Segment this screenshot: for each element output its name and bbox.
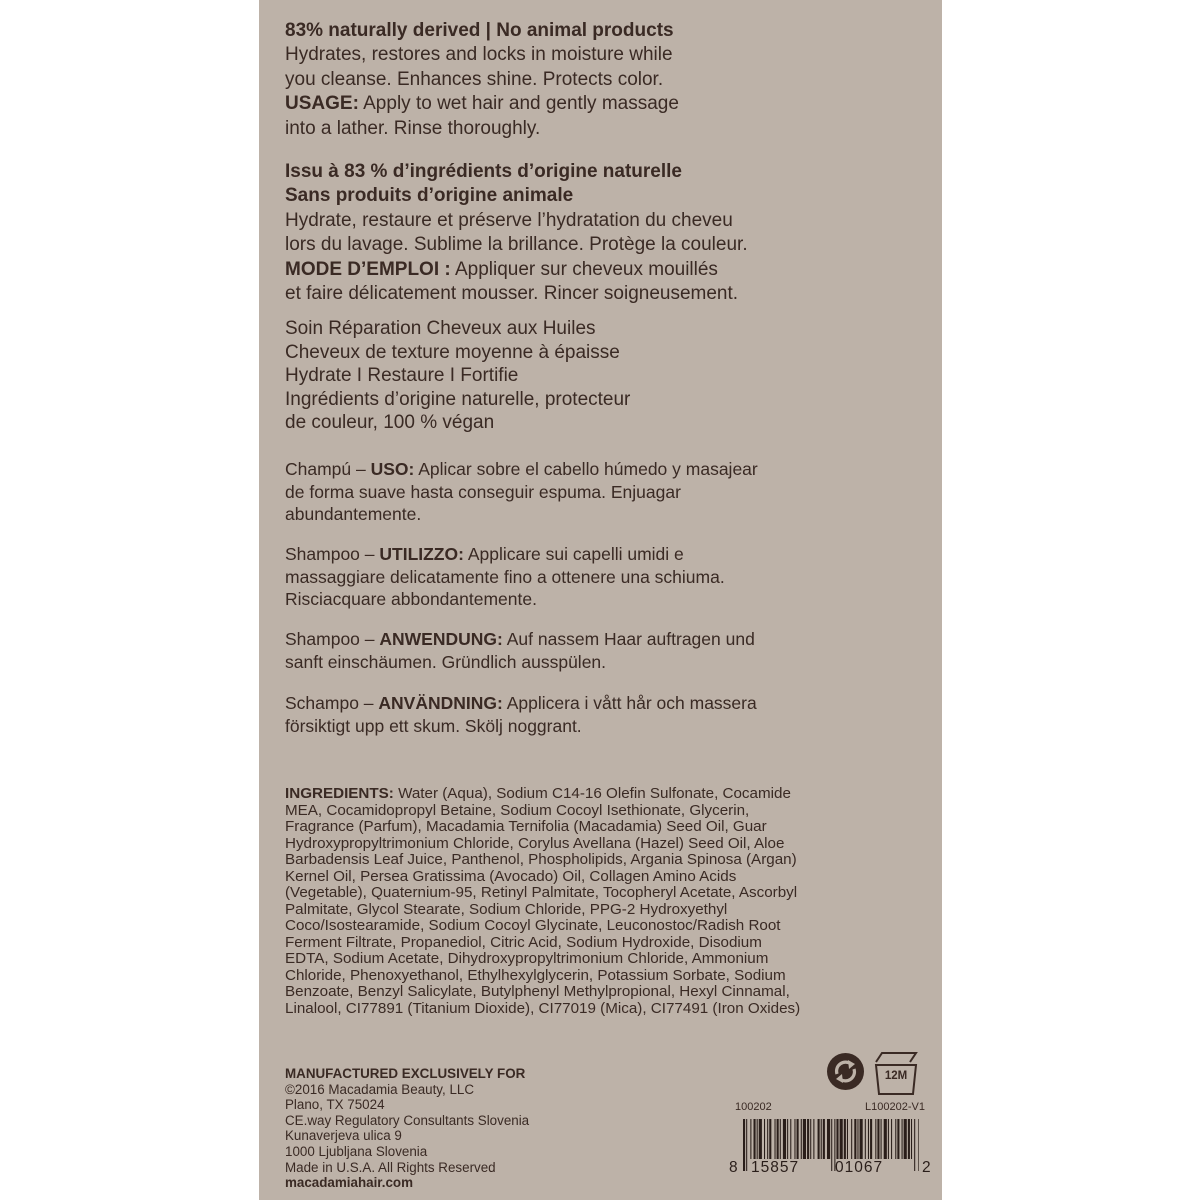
french-benefits-line-1: Hydrate, restaure et préserve l’hydratation du cheveu xyxy=(285,209,733,231)
barcode-bar xyxy=(847,1119,848,1159)
italian-usage-label: UTILIZZO: xyxy=(379,544,464,564)
ingredients-section xyxy=(285,786,925,1017)
english-usage-label: USAGE: xyxy=(285,93,359,115)
ingredients-line: Hydroxypropyltrimonium Chloride, Corylus Avellana (Hazel) Seed Oil, Aloe xyxy=(285,834,785,852)
barcode-bar xyxy=(884,1119,887,1159)
manufacturer-line: Made in U.S.A. All Rights Reserved xyxy=(285,1159,496,1175)
ingredients-line: Chloride, Phenoxyethanol, Ethylhexylglycerin, Potassium Sorbate, Sodium xyxy=(285,966,786,984)
product-code: 100202 xyxy=(735,1101,772,1113)
french-usage-text-2: et faire délicatement mousser. Rincer soigneusement. xyxy=(285,283,739,305)
lot-code: L100202-V1 xyxy=(865,1101,925,1113)
swedish-section xyxy=(285,692,757,737)
ingredients-line: Kernel Oil, Persea Gratissima (Avocado) Oil, Collagen Amino Acids xyxy=(285,867,737,885)
french-product-line: Hydrate I Restaure I Fortifie xyxy=(285,365,519,386)
english-usage-text-2: into a lather. Rinse thoroughly. xyxy=(285,117,541,139)
barcode-bar xyxy=(775,1119,776,1159)
french-section xyxy=(285,160,748,306)
barcode-bar xyxy=(860,1119,863,1159)
ingredients-line: Ferment Filtrate, Propanediol, Citric Acid, Sodium Hydroxide, Disodium xyxy=(285,933,762,951)
german-usage-text-2: sanft einschäumen. Gründlich ausspülen. xyxy=(285,651,607,672)
barcode-bar xyxy=(904,1119,907,1159)
barcode-bar xyxy=(857,1119,858,1159)
barcode-bar xyxy=(823,1119,825,1159)
french-usage-text: Appliquer sur cheveux mouillés xyxy=(450,258,718,280)
french-product-line: de couleur, 100 % végan xyxy=(285,412,495,433)
recycle-arrows-icon xyxy=(827,1053,864,1090)
barcode xyxy=(729,1095,931,1187)
ingredients-line: Benzoate, Benzyl Salicylate, Butylphenyl Methylpropional, Hexyl Cinnamal, xyxy=(285,983,790,1000)
barcode-bar xyxy=(895,1119,896,1159)
spanish-usage-label: USO: xyxy=(370,459,415,479)
barcode-bar xyxy=(865,1119,866,1159)
barcode-bar xyxy=(870,1119,872,1159)
ingredients-line: Fragrance (Parfum), Macadamia Ternifolia (Macadamia) Seed Oil, Guar xyxy=(285,818,767,835)
german-usage-label: ANWENDUNG: xyxy=(379,629,503,649)
barcode-bar xyxy=(840,1119,843,1159)
french-product-description xyxy=(285,317,630,435)
swedish-usage-text: Applicera i vått hår och massera xyxy=(502,693,757,713)
french-product-line: Cheveux de texture moyenne à épaisse xyxy=(285,341,620,363)
french-product-line: Soin Réparation Cheveux aux Huiles xyxy=(285,318,596,339)
barcode-bar xyxy=(801,1119,802,1159)
ingredients-label: INGREDIENTS: xyxy=(285,785,394,802)
ingredients-line: Coco/Isostearamide, Sodium Cocoyl Glycinate, Leuconostoc/Radish Root xyxy=(285,917,781,934)
barcode-bar xyxy=(827,1119,830,1159)
english-usage-text: Apply to wet hair and gently massage xyxy=(358,93,679,115)
barcode-bar xyxy=(851,1119,852,1159)
barcode-bar xyxy=(807,1119,809,1159)
barcode-bar xyxy=(818,1119,820,1159)
ingredients-line: Water (Aqua), Sodium C14-16 Olefin Sulfonate, Cocamide xyxy=(393,785,791,802)
barcode-bar xyxy=(787,1119,788,1159)
swedish-usage-label: ANVÄNDNING: xyxy=(378,693,503,713)
manufacturer-line: CE.way Regulatory Consultants Slovenia xyxy=(285,1112,530,1128)
spanish-product-name: Champú – xyxy=(285,459,371,479)
barcode-bar xyxy=(750,1119,751,1159)
swedish-usage-text-2: försiktigt upp ett skum. Skölj noggrant. xyxy=(285,715,582,736)
italian-section xyxy=(285,543,725,611)
manufacturer-line: Plano, TX 75024 xyxy=(285,1097,385,1113)
ingredients-line: Linalool, CI77891 (Titanium Dioxide), CI77019 (Mica), CI77491 (Iron Oxides) xyxy=(285,999,801,1017)
barcode-bar xyxy=(902,1119,903,1159)
barcode-bar xyxy=(813,1119,814,1159)
barcode-bar xyxy=(759,1119,762,1159)
product-label-panel xyxy=(259,0,942,1200)
italian-usage-text-2: massaggiare delicatamente fino a ottenere una schiuma. xyxy=(285,566,725,587)
spanish-usage-text-3: abundantemente. xyxy=(285,504,422,524)
ingredients-line: Barbadensis Leaf Juice, Panthenol, Phospholipids, Argania Spinosa (Argan) xyxy=(285,851,797,868)
ingredients-line: Palmitate, Glycol Stearate, Sodium Chloride, PPG-2 Hydroxyethyl xyxy=(285,900,728,918)
spanish-usage-text-2: de forma suave hasta conseguir espuma. Enjuagar xyxy=(285,481,681,502)
manufacturer-line: Kunaverjeva ulica 9 xyxy=(285,1128,402,1144)
barcode-bar xyxy=(854,1119,856,1159)
barcode-bar xyxy=(767,1119,768,1159)
italian-usage-text-3: Risciacquare abbondantemente. xyxy=(285,589,537,609)
barcode-bar xyxy=(911,1119,912,1159)
barcode-right-group: 01067 xyxy=(835,1159,884,1176)
swedish-product-name: Schampo – xyxy=(285,693,379,713)
manufacturer-line: ©2016 Macadamia Beauty, LLC xyxy=(285,1081,475,1097)
open-jar-icon xyxy=(872,1052,920,1096)
recycle-icon xyxy=(827,1053,864,1090)
italian-product-name: Shampoo – xyxy=(285,544,380,564)
barcode-bar xyxy=(780,1119,781,1159)
barcode-bar xyxy=(803,1119,806,1159)
barcode-bar xyxy=(868,1119,869,1159)
barcode-bar xyxy=(888,1119,889,1159)
french-usage-label: MODE D’EMPLOI : xyxy=(285,258,451,280)
barcode-bar xyxy=(891,1119,892,1159)
spanish-section xyxy=(285,458,758,526)
spanish-usage-text: Aplicar sobre el cabello húmedo y masajear xyxy=(414,459,758,479)
ingredients-line: MEA, Cocamidopropyl Betaine, Sodium Cocoyl Isethionate, Glycerin, xyxy=(285,801,750,819)
pao-label: 12M xyxy=(884,1070,908,1082)
barcode-bar xyxy=(790,1119,791,1159)
barcode-bar xyxy=(794,1119,795,1159)
ingredients-line: (Vegetable), Quaternium-95, Retinyl Palmitate, Tocopheryl Acetate, Ascorbyl xyxy=(285,884,798,901)
barcode-bar xyxy=(875,1119,876,1159)
german-usage-text: Auf nassem Haar auftragen und xyxy=(502,629,755,649)
barcode-bar xyxy=(797,1119,799,1159)
manufacturer-heading: MANUFACTURED EXCLUSIVELY FOR xyxy=(285,1066,526,1081)
french-product-line: Ingrédients d’origine naturelle, protecteur xyxy=(285,388,631,410)
english-section xyxy=(285,19,679,141)
website: macadamiahair.com xyxy=(285,1175,414,1191)
barcode-bar xyxy=(897,1119,899,1159)
barcode-bar xyxy=(757,1119,758,1159)
english-benefits-line-1: Hydrates, restores and locks in moisture while xyxy=(285,44,673,66)
barcode-left-group: 15857 xyxy=(751,1159,800,1176)
italian-usage-text: Applicare sui capelli umidi e xyxy=(463,544,684,564)
german-section xyxy=(285,628,755,673)
barcode-bar xyxy=(783,1119,786,1159)
french-claims-1: Issu à 83 % d’ingrédients d’origine naturelle xyxy=(285,161,682,182)
manufacturer-line: 1000 Ljubljana Slovenia xyxy=(285,1143,428,1159)
barcode-bar xyxy=(877,1119,879,1159)
french-claims-2: Sans produits d’origine animale xyxy=(285,185,574,207)
barcode-bar xyxy=(769,1119,771,1159)
ingredients-line: EDTA, Sodium Acetate, Dihydroxypropyltrimonium Chloride, Ammonium xyxy=(285,950,769,967)
barcode-bar xyxy=(844,1119,846,1159)
english-claims: 83% naturally derived | No animal products xyxy=(285,20,674,41)
barcode-bar xyxy=(810,1119,811,1159)
barcode-first-digit: 8 xyxy=(729,1159,738,1176)
manufacturer-section xyxy=(285,1066,529,1191)
french-benefits-line-2: lors du lavage. Sublime la brillance. Protège la couleur. xyxy=(285,234,748,256)
barcode-bar xyxy=(777,1119,779,1159)
barcode-bar xyxy=(764,1119,765,1159)
barcode-bar xyxy=(754,1119,756,1159)
barcode-last-digit: 2 xyxy=(922,1159,931,1176)
barcode-bar xyxy=(821,1119,822,1159)
barcode-bar xyxy=(908,1119,910,1159)
german-product-name: Shampoo – xyxy=(285,629,380,649)
barcode-bar xyxy=(836,1119,838,1159)
english-benefits-line-2: you cleanse. Enhances shine. Protects color. xyxy=(285,68,664,90)
barcode-digits xyxy=(729,1159,931,1183)
barcode-bar xyxy=(881,1119,882,1159)
